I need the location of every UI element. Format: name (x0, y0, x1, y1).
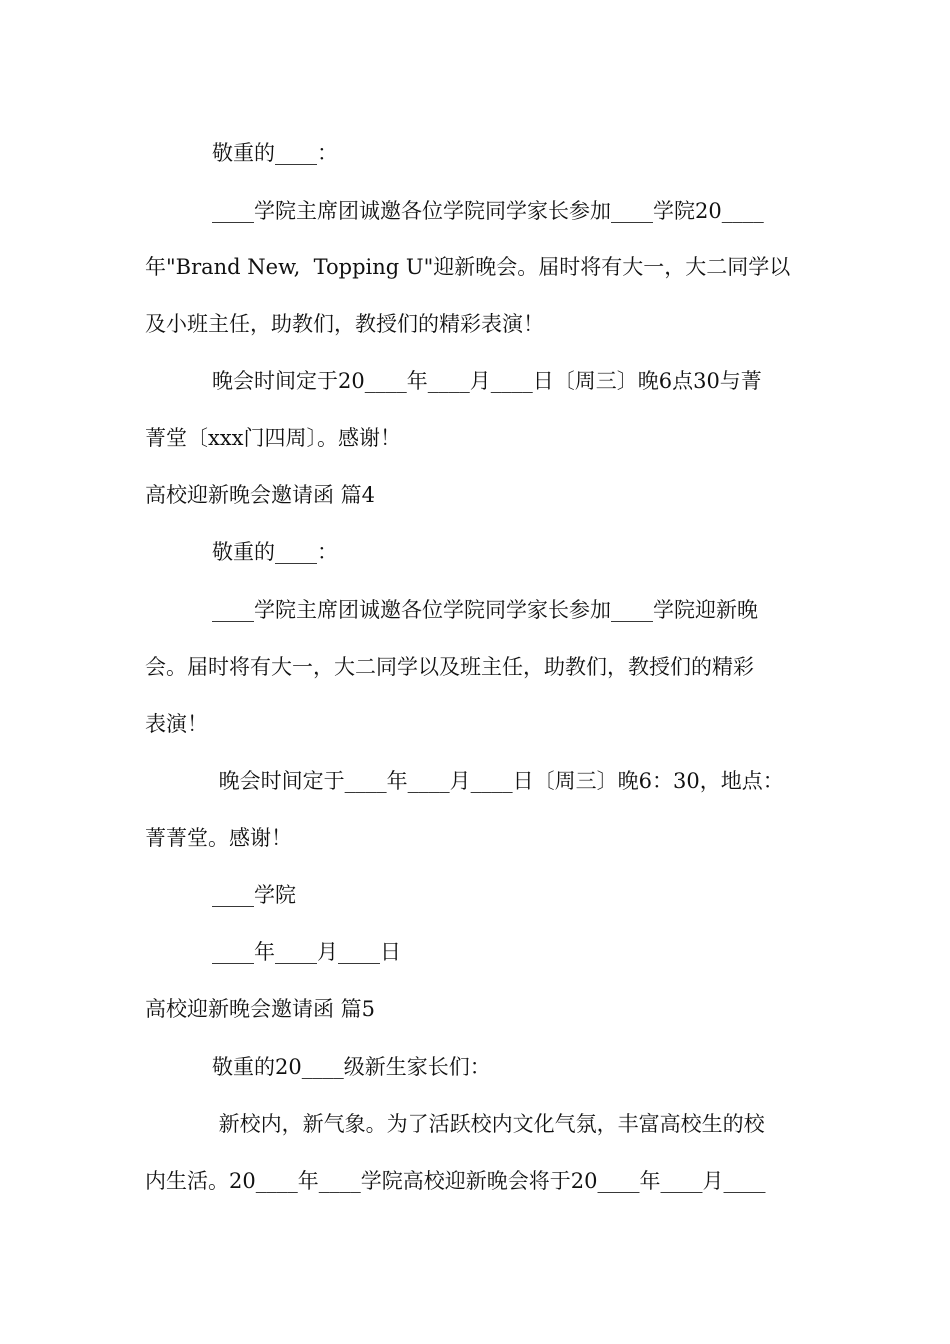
section-title: 高校迎新晚会邀请函 篇5 (145, 997, 376, 1021)
body-line: 及小班主任，助教们，教授们的精彩表演！ (145, 312, 544, 336)
signature-date: ____年____月____日 (212, 940, 401, 964)
body-line: 菁菁堂。感谢！ (145, 826, 292, 850)
body-line: 新校内，新气象。为了活跃校内文化气氛，丰富高校生的校 (212, 1112, 765, 1136)
salutation: 敬重的____： (212, 540, 338, 564)
body-line: ____学院主席团诚邀各位学院同学家长参加____学院迎新晚 (212, 598, 758, 622)
salutation: 敬重的____： (212, 141, 338, 165)
body-line: 年"Brand New, Topping U"迎新晚会。届时将有大一，大二同学以 (145, 255, 791, 279)
salutation: 敬重的20____级新生家长们： (212, 1055, 491, 1079)
signature-org: ____学院 (212, 883, 296, 907)
section-title: 高校迎新晚会邀请函 篇4 (145, 483, 376, 507)
body-line: 菁堂〔xxx门四周〕。感谢！ (145, 426, 402, 450)
body-line: 会。届时将有大一，大二同学以及班主任，助教们，教授们的精彩 (145, 655, 754, 679)
body-line: 内生活。20____年____学院高校迎新晚会将于20____年____月____ (145, 1169, 766, 1193)
body-line: 晚会时间定于20____年____月____日〔周三〕晚6点30与菁 (212, 369, 762, 393)
body-line: ____学院主席团诚邀各位学院同学家长参加____学院20____ (212, 199, 764, 223)
body-line: 晚会时间定于____年____月____日〔周三〕晚6：30，地点： (212, 769, 784, 793)
body-line: 表演！ (145, 712, 208, 736)
